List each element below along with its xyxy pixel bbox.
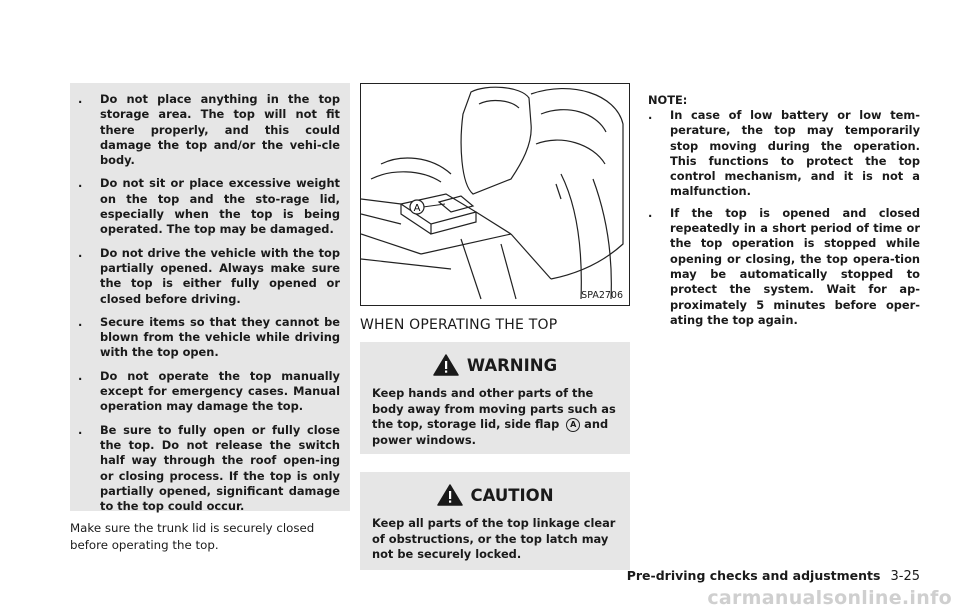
watermark: carmanualsonline.info <box>707 587 952 609</box>
caution-heading: CAUTION <box>360 480 630 510</box>
section-title: WHEN OPERATING THE TOP <box>360 317 558 333</box>
list-item: . Do not drive the vehicle with the top partially opened. Always make sure the top is either fully opened or closed before driving. <box>78 245 340 306</box>
warning-text: Keep hands and other parts of the body away from moving parts such as the top, storage lid, side flap A and power windows. <box>372 386 616 447</box>
callout-a-label: A <box>413 203 421 214</box>
footer-section-title: Pre-driving checks and adjustments <box>626 568 881 583</box>
list-item: . In case of low battery or low tem-perature, the top may temporarily stop moving during the operation. This functions to protect the top control mechanism, and it is not a malfunction. <box>648 108 920 199</box>
list-item: . If the top is opened and closed repeatedly in a short period of time or the top operation is stopped while opening or closing, the top opera-tion may be automatically stopped to protect the system. Wait for ap-proximately 5 minutes before oper-ating the top again. <box>648 205 920 327</box>
watermark-area <box>0 589 960 611</box>
warning-heading: WARNING <box>360 350 630 380</box>
list-item: . Secure items so that they cannot be blown from the vehicle while driving with the top open. <box>78 314 340 360</box>
list-item: . Be sure to fully open or fully close the top. Do not release the switch half way through the roof open-ing or closing process. If the top is only partially opened, significant damage to the top could occur. <box>78 422 340 514</box>
list-item: . Do not operate the top manually except for emergency cases. Manual operation may damage the top. <box>78 368 340 414</box>
seat-illustration-drawing <box>361 84 628 304</box>
page-number: 3-25 <box>890 569 920 584</box>
notes-list <box>648 108 920 334</box>
note-label: NOTE: <box>648 93 688 107</box>
caution-text: Keep all parts of the top linkage clear of obstructions, or the top latch may not be securely locked. <box>372 516 616 562</box>
left-warning-list <box>78 92 340 522</box>
caution-triangle-icon <box>437 484 463 506</box>
figure-code: SPA2706 <box>581 290 623 301</box>
warning-panel <box>360 342 630 454</box>
callout-a-icon: A <box>566 418 580 432</box>
seat-storage-illustration <box>360 83 630 306</box>
list-item: . Do not place anything in the top storage area. The top will not fit there properly, and this could damage the top and/or the vehi-cle body. <box>78 92 340 168</box>
caution-panel <box>360 472 630 570</box>
page-footer <box>618 568 920 584</box>
trunk-lid-note: Make sure the trunk lid is securely closed before operating the top. <box>70 521 315 552</box>
list-item: . Do not sit or place excessive weight on the top and the sto-rage lid, especially when the top is being operated. The top may be damaged. <box>78 176 340 237</box>
warning-triangle-icon <box>433 354 459 376</box>
